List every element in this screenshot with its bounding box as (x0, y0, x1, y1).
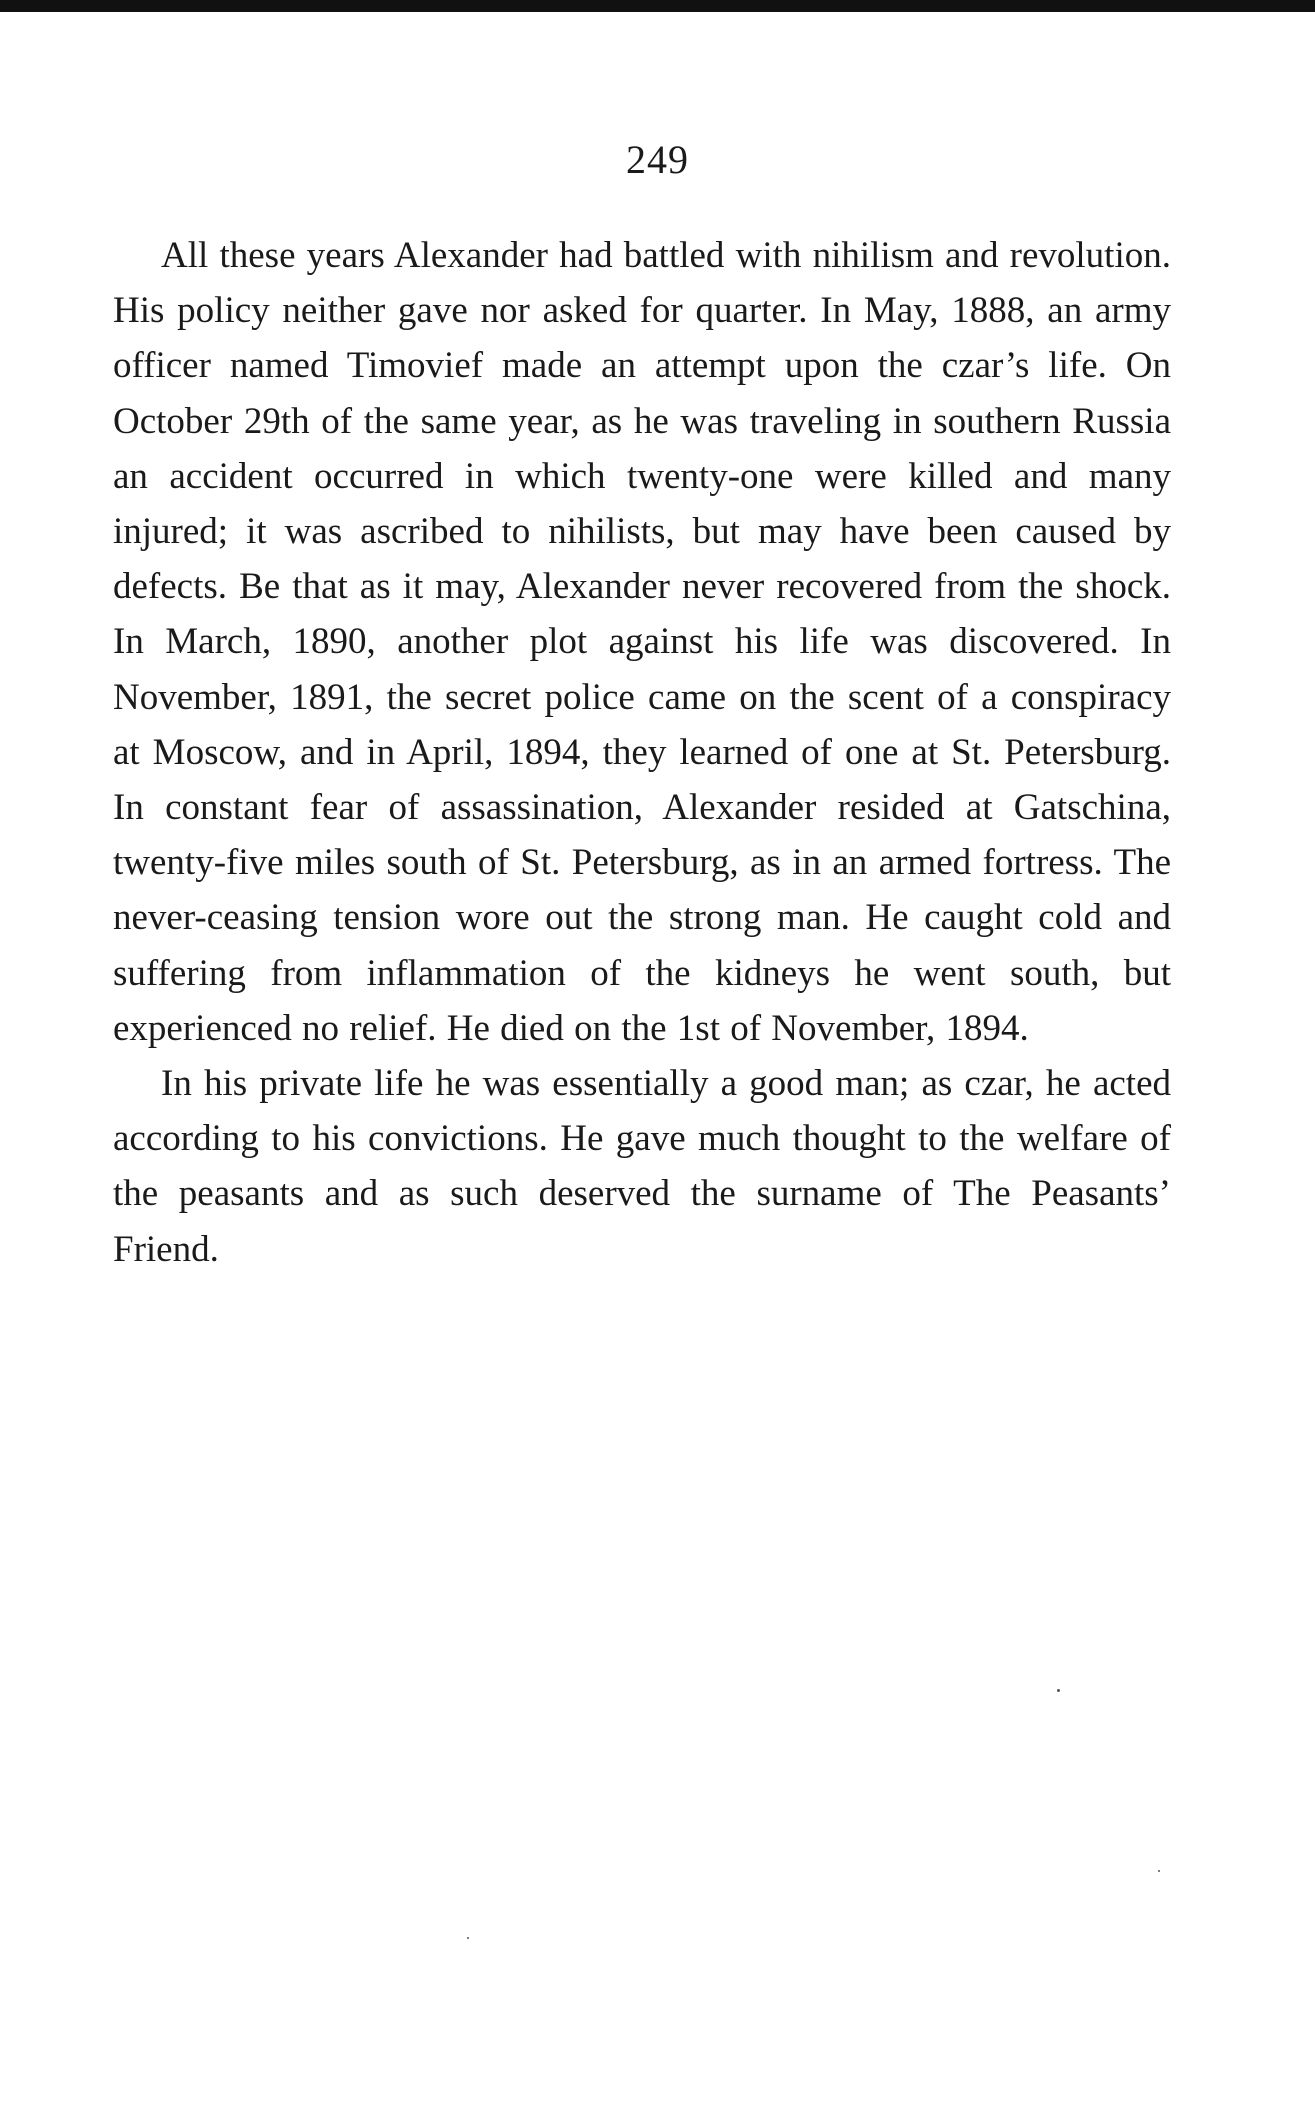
page-top-edge (0, 0, 1315, 12)
paragraph-2: In his private life he was essentially a good man; as czar, he acted according to his convictions. He gave much thought to the welfare of the peasants and as such deserved the surname of The Peasants’ Friend. (113, 1063, 1171, 1270)
paragraph-1: All these years Alexander had battled with nihilism and revolution. His policy neither gave nor asked for quarter. In May, 1888, an army officer named Timovief made an attempt upon the czar’s life. On October 29th of the same year, as he was traveling in southern Russia an accident occurred in which twenty-one were killed and many injured; it was ascribed to nihilists, but may have been caused by defects. Be that as it may, Alexander never recovered from the shock. In March, 1890, another plot against his life was discovered. In November, 1891, the secret police came on the scent of a conspiracy at Moscow, and in April, 1894, they learned of one at St. Petersburg. In constant fear of assassination, Alexander resided at Gatschina, twenty-five miles south of St. Petersburg, as in an armed fortress. The never-ceasing tension wore out the strong man. He caught cold and suffering from inflammation of the kidneys he went south, but experienced no relief. He died on the 1st of November, 1894. (113, 235, 1171, 1049)
page-number: 249 (626, 137, 689, 182)
print-speck (467, 1937, 469, 1939)
print-speck (1057, 1689, 1060, 1692)
print-speck (1158, 1870, 1160, 1872)
body-text (113, 228, 1171, 1277)
